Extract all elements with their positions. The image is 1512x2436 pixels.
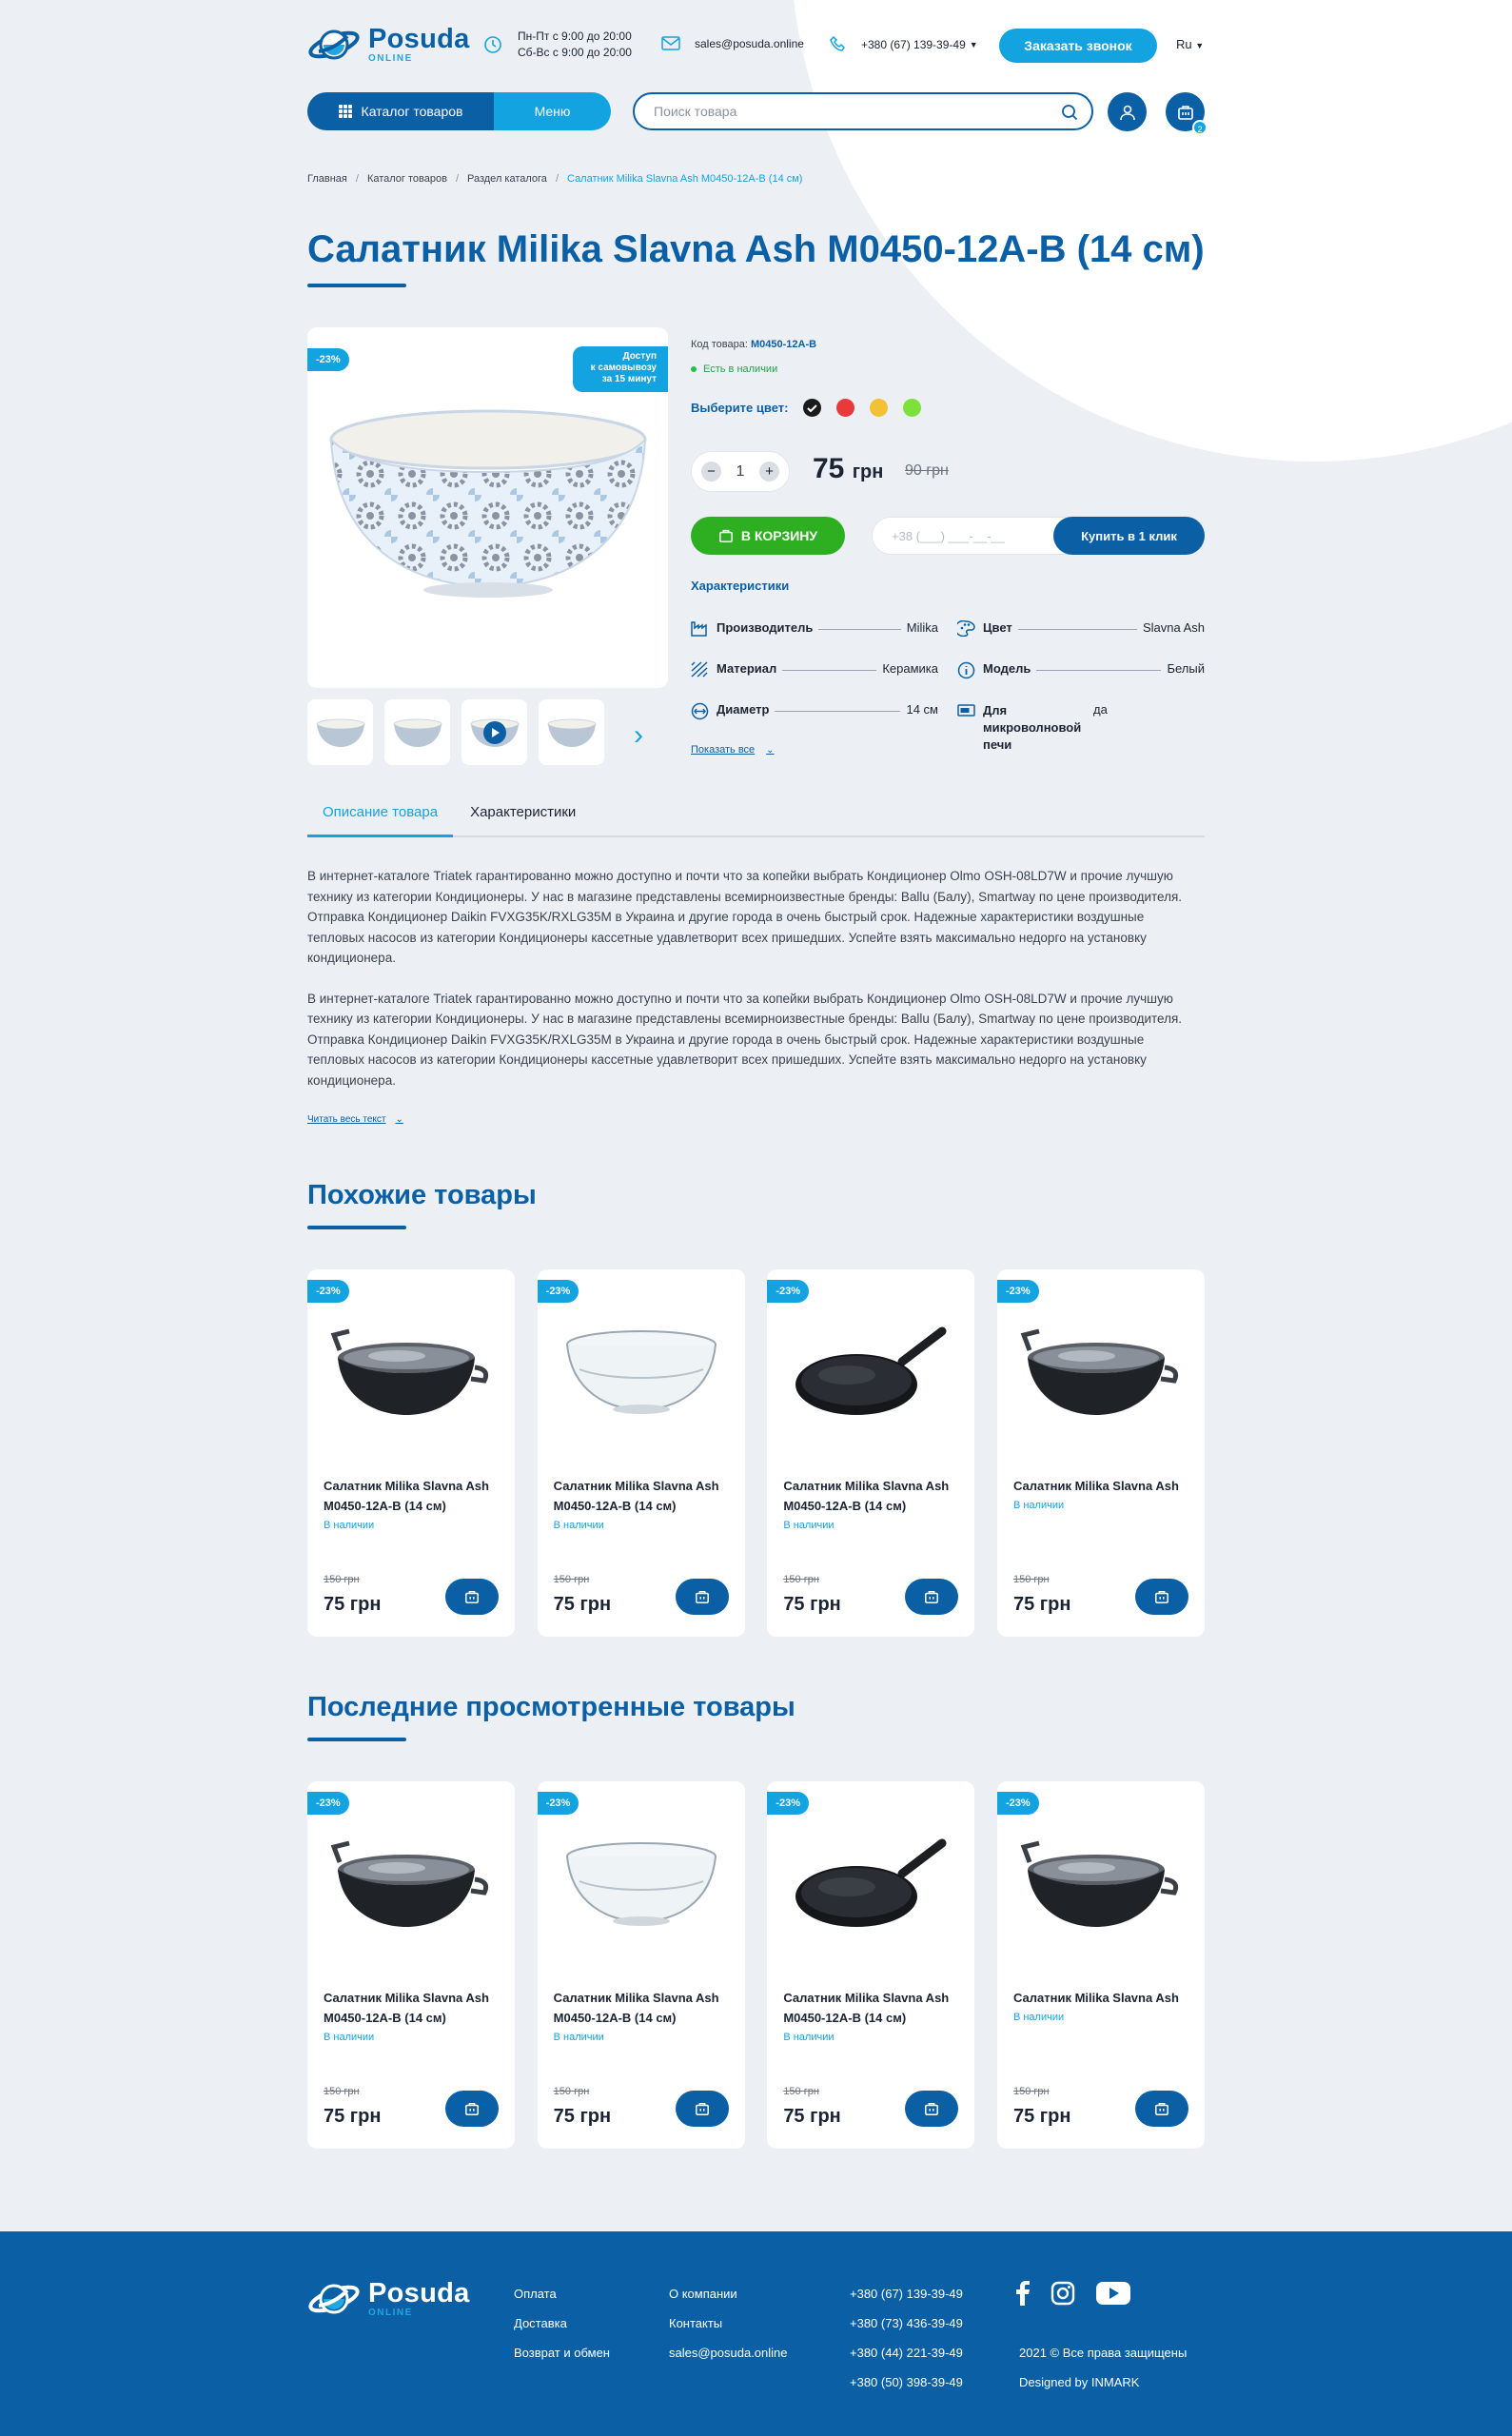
footer-phone[interactable]: +380 (67) 139-39-49 [850, 2287, 963, 2301]
plus-button[interactable]: + [759, 462, 779, 481]
page-title: Салатник Milika Slavna Ash M0450-12A-B (14 см) [307, 228, 1205, 270]
product-image[interactable] [1016, 1829, 1186, 1943]
footer-link-contacts[interactable]: Контакты [669, 2316, 723, 2330]
cart-icon [695, 1589, 710, 1604]
product-card[interactable] [307, 1781, 515, 2149]
chevron-down-icon: ▼ [1195, 41, 1205, 50]
similar-title: Похожие товары [307, 1180, 537, 1210]
footer-link-payment[interactable]: Оплата [514, 2287, 557, 2301]
breadcrumb: Главная / Каталог товаров / Раздел каталога / Салатник Milika Slavna Ash M0450-12A-B (14 см) [307, 173, 803, 185]
discount-badge: -23% [307, 1792, 349, 1815]
phone-field[interactable] [892, 518, 1063, 554]
nav-bar [307, 92, 1205, 134]
product-image[interactable] [557, 1829, 726, 1943]
glass-bowl-image [560, 1834, 722, 1938]
product-name[interactable]: Салатник Milika Slavna Ash M0450-12A-B (14 см) В наличии [554, 1476, 735, 1535]
email-text: sales@posuda.online [695, 36, 804, 50]
copyright-text: 2021 © Все права защищены [1019, 2346, 1188, 2360]
stock-status: В наличии [1012, 2012, 1065, 2023]
buy-one-click-button[interactable]: Купить в 1 клик [1053, 517, 1205, 555]
stock-status: Есть в наличии [691, 363, 777, 375]
color-picker-label: Выберите цвет: [691, 401, 789, 415]
tab-description[interactable]: Описание товара [307, 797, 453, 837]
product-image[interactable] [326, 1829, 496, 1943]
breadcrumb-current: Салатник Milika Slavna Ash M0450-12A-B (14 см) [567, 173, 803, 185]
microwave-icon [957, 702, 975, 718]
stock-dot-icon [691, 366, 697, 372]
stock-status: В наличии [783, 2032, 835, 2043]
factory-icon [691, 620, 709, 637]
footer-links-2 [669, 2279, 788, 2367]
pan-image [790, 1834, 952, 1938]
phone-text: +380 (67) 139-39-49 [861, 38, 966, 51]
one-click-form [872, 517, 1205, 555]
info-icon [957, 661, 975, 679]
read-all-link[interactable]: Читать весь текст ⌄ [307, 1114, 403, 1125]
chevron-down-icon: ⌄ [766, 744, 775, 756]
footer [0, 2231, 1512, 2436]
spec-row: Материал Керамика [691, 661, 938, 678]
logo-subtitle: ONLINE [368, 2308, 413, 2318]
footer-links-1 [514, 2279, 610, 2367]
discount-badge: -23% [997, 1280, 1039, 1303]
logo-planet-icon [307, 2279, 361, 2319]
stock-status: В наличии [553, 1520, 604, 1531]
pan-image [790, 1322, 952, 1426]
description-paragraph: В интернет-каталоге Triatek гарантированно можно доступно и почти что за копейки выбрать Кондиционер Olmo OSH-08LD7W и прочие лучшую технику из категории Кондиционеры. У нас в магазине представлены всемирноизвестные бренды: Ballu (Балу), Smartway по цене производителя. Отправка Кондиционер Daikin FVXG35K/RXLG35M в Украина и другие города в очень быстрый срок. Надежные характеристики воздушные тепловых насосов из категории Кондиционеры кассетные удавлетворит всех пришедших. Успейте взять максимально недорго на установку кондиционера. [307, 991, 1183, 1088]
add-to-cart-button[interactable] [1135, 1579, 1188, 1615]
cart-icon [695, 2101, 710, 2116]
thumbnail-strip [307, 699, 616, 765]
footer-link-returns[interactable]: Возврат и обмен [514, 2346, 610, 2360]
product-image[interactable] [786, 1317, 955, 1431]
product-name[interactable]: Салатник Milika Slavna Ash M0450-12A-B (14 см) В наличии [324, 1988, 504, 2047]
product-name[interactable]: Салатник Milika Slavna Ash M0450-12A-B (14 см) В наличии [554, 1988, 735, 2047]
check-icon [803, 399, 821, 417]
cart-icon [718, 528, 734, 543]
add-to-cart-button[interactable] [905, 1579, 958, 1615]
old-price: 90 грн [905, 462, 949, 479]
price: 75 грн [813, 453, 884, 484]
stock-status: В наличии [1012, 1500, 1065, 1511]
product-main-image[interactable] [307, 327, 668, 688]
cart-icon [924, 2101, 939, 2116]
add-to-cart-button[interactable] [445, 2091, 499, 2127]
logo-title: Posuda [368, 2278, 470, 2308]
youtube-icon[interactable] [1096, 2281, 1130, 2306]
working-hours [483, 29, 632, 61]
search-box [633, 92, 1093, 130]
product-name[interactable]: Салатник Milika Slavna Ash В наличии [1013, 1476, 1194, 1515]
stock-status: В наличии [553, 2032, 604, 2043]
old-price: 150 грн [324, 2086, 360, 2097]
discount-badge: -23% [538, 1792, 579, 1815]
description-paragraph: В интернет-каталоге Triatek гарантированно можно доступно и почти что за копейки выбрать Кондиционер Olmo OSH-08LD7W и прочие лучшую технику из категории Кондиционеры. У нас в магазине представлены всемирноизвестные бренды: Ballu (Балу), Smartway по цене производителя. Отправка Кондиционер Daikin FVXG35K/RXLG35M в Украина и другие города в очень быстрый срок. Надежные характеристики воздушные тепловых насосов из категории Кондиционеры кассетные удавлетворит всех пришедших. Успейте взять максимально недорго на установку кондиционера. [307, 869, 1183, 965]
chevron-down-icon: ▼ [969, 40, 978, 49]
show-all-link[interactable]: Показать все ⌄ [691, 744, 775, 756]
phone-dropdown[interactable] [830, 36, 978, 53]
old-price: 150 грн [553, 1574, 590, 1585]
section-underline [307, 1738, 406, 1741]
color-swatch-black[interactable] [803, 399, 821, 417]
user-icon [1119, 104, 1136, 121]
language-value: Ru [1176, 37, 1192, 51]
bowl-image [307, 327, 668, 688]
old-price: 150 грн [1012, 1574, 1050, 1585]
chevron-down-icon: ⌄ [395, 1114, 403, 1125]
cart-icon [464, 1589, 480, 1604]
product-card[interactable] [538, 1269, 745, 1637]
section-underline [307, 1226, 406, 1229]
cart-icon [1177, 104, 1194, 121]
clock-icon [483, 35, 502, 54]
product-name[interactable]: Салатник Milika Slavna Ash M0450-12A-B (14 см) В наличии [783, 1988, 964, 2047]
spec-row: Диаметр 14 см [691, 702, 938, 720]
footer-phones [850, 2279, 963, 2397]
discount-badge: -23% [538, 1280, 579, 1303]
product-code-value: M0450-12A-B [750, 339, 817, 350]
logo-planet-icon [307, 25, 361, 65]
product-image[interactable] [326, 1317, 496, 1431]
video-thumbnail[interactable] [461, 699, 527, 765]
price: 75 грн [1012, 2106, 1071, 2127]
stock-status: В наличии [324, 1520, 375, 1531]
search-icon[interactable] [1061, 104, 1078, 121]
product-image[interactable] [786, 1829, 955, 1943]
add-to-cart-button[interactable]: В КОРЗИНУ [691, 517, 845, 555]
thumbnail[interactable] [307, 699, 373, 765]
similar-products [307, 1269, 1205, 1637]
product-code: Код товара: M0450-12A-B [691, 339, 817, 350]
product-name[interactable]: Салатник Milika Slavna Ash M0450-12A-B (14 см) В наличии [324, 1476, 504, 1535]
color-swatch-green[interactable] [903, 399, 921, 417]
footer-phone[interactable]: +380 (44) 221-39-49 [850, 2346, 963, 2360]
add-to-cart-button[interactable] [1135, 2091, 1188, 2127]
language-select[interactable] [1176, 37, 1204, 51]
price: 75 грн [783, 2106, 841, 2127]
description-text [307, 866, 1205, 1110]
discount-badge: -23% [307, 348, 349, 371]
quantity-stepper [691, 451, 790, 492]
chevron-right-icon[interactable]: › [634, 719, 643, 751]
wok-image [1020, 1834, 1182, 1938]
old-price: 150 грн [553, 2086, 590, 2097]
menu-label: Меню [534, 104, 571, 119]
quantity-value[interactable]: 1 [736, 462, 745, 480]
add-to-cart-button[interactable] [445, 1579, 499, 1615]
instagram-icon[interactable] [1051, 2281, 1075, 2306]
phone-icon [830, 36, 847, 53]
mail-icon [661, 36, 680, 50]
cart-count-badge: 2 [1192, 120, 1208, 135]
search-input[interactable] [654, 94, 1053, 128]
price: 75 грн [553, 1594, 612, 1615]
hours-weekdays: Пн-Пт с 9:00 до 20:00 [518, 29, 632, 43]
cart-icon [1154, 1589, 1169, 1604]
cart-icon [924, 1589, 939, 1604]
price: 75 грн [553, 2106, 612, 2127]
add-to-cart-button[interactable] [676, 2091, 729, 2127]
hours-weekend: Сб-Вс с 9:00 до 20:00 [518, 46, 632, 59]
old-price: 150 грн [783, 1574, 819, 1585]
recent-products [307, 1781, 1205, 2149]
product-name[interactable]: Салатник Milika Slavna Ash В наличии [1013, 1988, 1194, 2027]
discount-badge: -23% [767, 1792, 809, 1815]
product-card[interactable] [538, 1781, 745, 2149]
cart-icon [1154, 2101, 1169, 2116]
catalog-button[interactable] [307, 92, 494, 130]
facebook-icon[interactable] [1016, 2281, 1030, 2306]
color-swatch-red[interactable] [836, 399, 854, 417]
product-image[interactable] [557, 1317, 726, 1431]
product-name[interactable]: Салатник Milika Slavna Ash M0450-12A-B (14 см) В наличии [783, 1476, 964, 1535]
add-to-cart-button[interactable] [676, 1579, 729, 1615]
product-card[interactable] [767, 1781, 974, 2149]
wok-image [1020, 1322, 1182, 1426]
add-to-cart-button[interactable] [905, 2091, 958, 2127]
product-image[interactable] [1016, 1317, 1186, 1431]
email-link[interactable] [661, 36, 804, 50]
breadcrumb-home[interactable]: Главная [307, 173, 347, 185]
pickup-badge: Доступ к самовывозу за 15 минут [573, 346, 668, 392]
breadcrumb-section[interactable]: Раздел каталога [467, 173, 547, 185]
cart-button[interactable] [1166, 92, 1205, 134]
social-links [1016, 2281, 1151, 2306]
characteristics-title: Характеристики [691, 579, 790, 593]
diameter-icon [691, 702, 709, 720]
discount-badge: -23% [307, 1280, 349, 1303]
product-card[interactable] [997, 1269, 1205, 1637]
product-tabs [307, 797, 1205, 837]
footer-link-delivery[interactable]: Доставка [514, 2316, 567, 2330]
tab-characteristics[interactable]: Характеристики [470, 804, 577, 820]
old-price: 150 грн [1012, 2086, 1050, 2097]
logo[interactable] [307, 25, 470, 65]
minus-button[interactable]: − [701, 462, 721, 481]
logo-title: Posuda [368, 24, 470, 54]
price: 75 грн [1012, 1594, 1071, 1615]
old-price: 150 грн [324, 1574, 360, 1585]
footer-phone[interactable]: +380 (50) 398-39-49 [850, 2375, 963, 2389]
wok-image [330, 1322, 492, 1426]
discount-badge: -23% [767, 1280, 809, 1303]
material-icon [691, 661, 709, 678]
spec-row: Для микроволновой печи да [957, 702, 1205, 754]
stock-status: В наличии [783, 1520, 835, 1531]
wok-image [330, 1834, 492, 1938]
account-button[interactable] [1108, 92, 1147, 131]
cart-icon [464, 2101, 480, 2116]
palette-icon [957, 620, 975, 637]
price: 75 грн [324, 2106, 382, 2127]
thumbnail[interactable] [539, 699, 604, 765]
designed-by-text: Designed by INMARK [1019, 2375, 1140, 2389]
spec-row: Производитель Milika [691, 620, 938, 637]
product-card[interactable] [767, 1269, 974, 1637]
old-price: 150 грн [783, 2086, 819, 2097]
price: 75 грн [783, 1594, 841, 1615]
spec-row: Модель Белый [957, 661, 1205, 679]
breadcrumb-catalog[interactable]: Каталог товаров [366, 173, 447, 185]
price: 75 грн [324, 1594, 382, 1615]
recent-title: Последние просмотренные товары [307, 1692, 795, 1722]
menu-button[interactable] [484, 92, 611, 130]
title-underline [307, 284, 406, 287]
header [307, 23, 1205, 67]
play-icon [482, 720, 507, 745]
color-swatch-yellow[interactable] [870, 399, 888, 417]
discount-badge: -23% [997, 1792, 1039, 1815]
glass-bowl-image [560, 1322, 722, 1426]
logo-subtitle: ONLINE [368, 53, 413, 64]
grid-icon [339, 105, 352, 118]
thumbnail[interactable] [384, 699, 450, 765]
spec-row: Цвет Slavna Ash [957, 620, 1205, 637]
color-picker [691, 399, 921, 417]
product-card[interactable] [997, 1781, 1205, 2149]
footer-link-email[interactable]: sales@posuda.online [669, 2346, 788, 2360]
stock-status: В наличии [324, 2032, 375, 2043]
footer-link-about[interactable]: О компании [669, 2287, 737, 2301]
footer-phone[interactable]: +380 (73) 436-39-49 [850, 2316, 963, 2330]
callback-button[interactable]: Заказать звонок [999, 29, 1157, 63]
product-card[interactable] [307, 1269, 515, 1637]
footer-logo[interactable] [307, 2279, 470, 2319]
catalog-label: Каталог товаров [361, 104, 463, 119]
copyright-block [1019, 2338, 1187, 2397]
